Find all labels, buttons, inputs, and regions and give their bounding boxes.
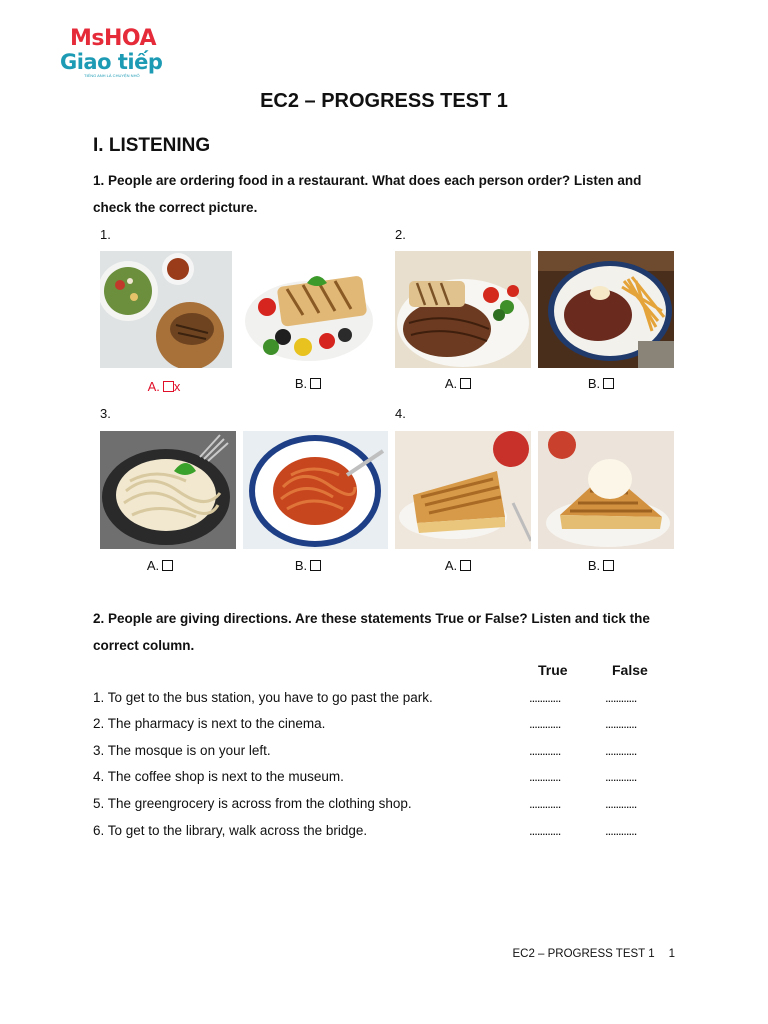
option-label: A. — [444, 558, 458, 573]
option-3b[interactable] — [278, 558, 338, 573]
page-title: EC2 – PROGRESS TEST 1 — [260, 90, 508, 112]
option-label: A. — [444, 376, 458, 391]
picture-steak-with-fries — [538, 251, 674, 368]
checkbox[interactable] — [162, 560, 173, 571]
answer-blank-true-6[interactable]: ............ — [529, 823, 561, 838]
option-label: A. — [147, 379, 160, 394]
statement-2: 2. The pharmacy is next to the cinema. — [93, 716, 326, 731]
section-heading: I. LISTENING — [93, 135, 211, 156]
statement-4: 4. The coffee shop is next to the museum. — [93, 769, 344, 784]
logo-line1: MsHOA — [70, 26, 157, 51]
answer-blank-false-2[interactable]: ............ — [605, 716, 637, 731]
picture-apple-pie-ice-cream — [538, 431, 674, 549]
logo — [58, 26, 178, 78]
footer-title: EC2 – PROGRESS TEST 1 — [512, 948, 655, 960]
option-label: B. — [294, 376, 308, 391]
checkbox[interactable] — [603, 560, 614, 571]
option-label: B. — [587, 376, 601, 391]
logo-line2: Giao tiếp — [60, 50, 163, 74]
answer-blank-false-3[interactable]: ............ — [605, 743, 637, 758]
page-number: 1 — [668, 948, 675, 960]
checkbox[interactable] — [310, 560, 321, 571]
option-4a[interactable] — [428, 558, 488, 573]
logo-tagline: TIẾNG ANH LÀ CHUYỆN NHỎ — [84, 73, 140, 78]
option-3a[interactable] — [130, 558, 190, 573]
checkbox[interactable] — [460, 378, 471, 389]
picture-grilled-fish-salad — [243, 251, 374, 368]
option-1a[interactable] — [134, 379, 194, 394]
option-label: B. — [294, 558, 308, 573]
option-2b[interactable] — [571, 376, 631, 391]
answer-blank-false-5[interactable]: ............ — [605, 796, 637, 811]
statement-5: 5. The greengrocery is across from the clothing shop. — [93, 796, 412, 811]
picture-apple-pie — [395, 431, 531, 549]
item-number: 1. — [100, 227, 111, 242]
option-1b[interactable] — [278, 376, 338, 391]
answer-blank-true-4[interactable]: ............ — [529, 769, 561, 784]
answer-blank-true-2[interactable]: ............ — [529, 716, 561, 731]
item-number: 4. — [395, 406, 406, 421]
statement-3: 3. The mosque is on your left. — [93, 743, 271, 758]
checkbox[interactable] — [310, 378, 321, 389]
question-2-prompt: 2. People are giving directions. Are these statements True or False? Listen and tick the correct column. — [93, 611, 650, 653]
picture-spaghetti-tomato — [243, 431, 388, 549]
statement-6: 6. To get to the library, walk across the bridge. — [93, 823, 368, 838]
checkbox[interactable] — [460, 560, 471, 571]
checkbox[interactable] — [163, 381, 174, 392]
picture-steak-with-salad — [395, 251, 531, 368]
option-4b[interactable] — [571, 558, 631, 573]
picture-grilled-chicken-salad — [100, 251, 232, 368]
question-1-prompt: 1. People are ordering food in a restaurant. What does each person order? Listen and check the correct picture. — [93, 173, 642, 215]
item-number: 2. — [395, 227, 406, 242]
option-2a[interactable] — [428, 376, 488, 391]
page-footer — [498, 948, 675, 960]
option-label: B. — [587, 558, 601, 573]
column-false-header: False — [612, 662, 648, 678]
answer-blank-true-5[interactable]: ............ — [529, 796, 561, 811]
answer-blank-true-3[interactable]: ............ — [529, 743, 561, 758]
answer-blank-false-4[interactable]: ............ — [605, 769, 637, 784]
picture-pasta-alfredo — [100, 431, 236, 549]
answer-blank-false-1[interactable]: ............ — [605, 690, 637, 705]
answer-blank-true-1[interactable]: ............ — [529, 690, 561, 705]
checkbox[interactable] — [603, 378, 614, 389]
statement-1: 1. To get to the bus station, you have to go past the park. — [93, 690, 433, 705]
item-number: 3. — [100, 406, 111, 421]
answer-blank-false-6[interactable]: ............ — [605, 823, 637, 838]
option-label: A. — [146, 558, 160, 573]
check-mark: x — [173, 379, 181, 394]
column-true-header: True — [538, 662, 568, 678]
